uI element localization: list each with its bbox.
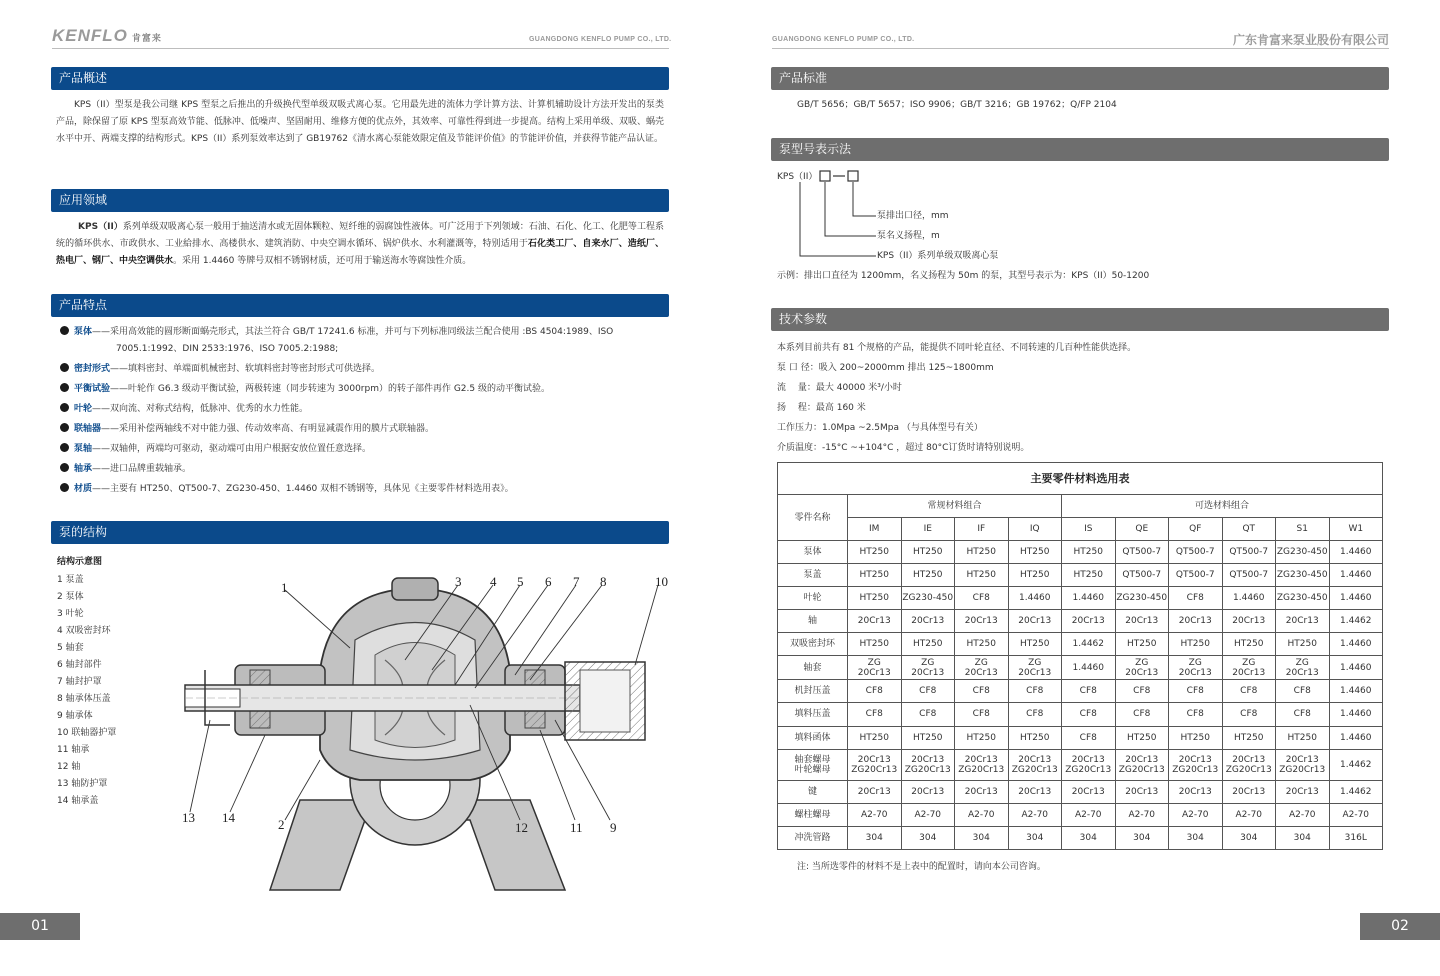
table-row [778, 564, 1383, 587]
part-name-cell: 机封压盖 [778, 680, 848, 703]
material-cell: 20Cr13 [848, 780, 902, 803]
material-cell: 20Cr13 [848, 610, 902, 633]
table-row [778, 703, 1383, 726]
bullet-icon [60, 363, 69, 372]
material-cell: 304 [1276, 826, 1330, 849]
material-cell: A2-70 [955, 803, 1009, 826]
material-cell: 1.4460 [1329, 656, 1383, 680]
feature-text: ——双轴伸，两端均可驱动，驱动端可由用户根据安放位置任意选择。 [92, 444, 372, 454]
model-prefix: KPS（II） [777, 172, 818, 182]
model-box-head [820, 171, 830, 181]
material-cell: 20Cr13 ZG20Cr13 [1008, 749, 1062, 780]
material-cell: HT250 [1169, 726, 1223, 749]
material-cell: CF8 [848, 703, 902, 726]
part-list-item: 1 泵盖 [57, 575, 84, 585]
company-logo: KENFLO 肯富来 [52, 26, 162, 45]
material-cell: 20Cr13 [1008, 610, 1062, 633]
material-cell: HT250 [1008, 726, 1062, 749]
table-row [778, 587, 1383, 610]
bullet-icon [60, 443, 69, 452]
bullet-icon [60, 326, 69, 335]
material-cell: 20Cr13 [1222, 610, 1276, 633]
column-header: IQ [1008, 518, 1062, 541]
material-cell: HT250 [1169, 633, 1223, 656]
material-cell: A2-70 [848, 803, 902, 826]
column-header-row [778, 518, 1383, 541]
material-cell: HT250 [848, 587, 902, 610]
material-cell: CF8 [1276, 703, 1330, 726]
material-cell: 1.4460 [1329, 587, 1383, 610]
overview-text: KPS（II）型泵是我公司继 KPS 型泵之后推出的升级换代型单级双吸式离心泵。它用最先进的流体力学计算方法、计算机辅助设计方法开发出的泵类产品，除保留了原 KPS 型泵高效节能、低脉冲、低噪声、坚固耐用、维修方便的优点外，其效率、可靠性得到进一步提高。结构上采用单级、双吸、蜗壳水平中开、两端支撑的结构形式。KPS（II）系列泵效率达到了 GB19762《清水离心泵能效限定值及节能评价值》的节能评价值，并获得节能产品认证。 [56, 100, 664, 144]
material-cell: CF8 [1169, 587, 1223, 610]
feature-item [60, 421, 434, 438]
materials-table [777, 462, 1383, 850]
material-cell: 20Cr13 [955, 780, 1009, 803]
material-cell: 1.4460 [1062, 587, 1116, 610]
part-list-item: 5 轴套 [57, 643, 84, 653]
material-cell: HT250 [901, 541, 955, 564]
column-header: QT [1222, 518, 1276, 541]
material-cell: CF8 [955, 703, 1009, 726]
table-row [778, 680, 1383, 703]
material-cell: HT250 [955, 726, 1009, 749]
column-header: W1 [1329, 518, 1383, 541]
company-name-en-right: GUANGDONG KENFLO PUMP CO., LTD. [772, 36, 915, 43]
feature-item [60, 324, 613, 358]
material-cell: 20Cr13 [901, 780, 955, 803]
material-cell: CF8 [1062, 680, 1116, 703]
material-cell: HT250 [1276, 726, 1330, 749]
tech-line: 本系列目前共有 81 个规格的产品，能提供不同叶轮直径、不同转速的几百种性能供选择。 [777, 343, 1137, 353]
table-title: 主要零件材料选用表 [778, 463, 1383, 495]
part-name-header: 零件名称 [778, 495, 848, 541]
model-line-series: KPS（II）系列单级双吸离心泵 [877, 251, 999, 261]
tech-line: 工作压力：1.0Mpa ~2.5Mpa （与具体型号有关） [777, 423, 983, 433]
material-cell: 304 [848, 826, 902, 849]
material-cell: CF8 [901, 703, 955, 726]
part-list-item: 3 叶轮 [57, 609, 84, 619]
material-cell: 1.4462 [1062, 633, 1116, 656]
material-cell: 20Cr13 ZG20Cr13 [848, 749, 902, 780]
material-cell: HT250 [1062, 541, 1116, 564]
material-cell: HT250 [1115, 633, 1169, 656]
material-cell: 304 [1062, 826, 1116, 849]
material-cell: CF8 [1062, 703, 1116, 726]
application-text: KPS（II）系列单级双吸离心泵一般用于抽送清水或无固体颗粒、短纤维的弱腐蚀性液体。可广泛用于下列领域：石油、石化、化工、化肥等工程系统的循环供水、市政供水、工业給排水、高楼供水、建筑消防、中央空调水循环、锅炉供水、水利灌溉等，特别适用于石化类工厂、自来水厂、造纸厂、热电厂、钢厂、中央空调供水。采用 1.4460 等牌号双相不锈钢材质，还可用于输送海水等腐蚀性介质。 [56, 222, 664, 266]
bullet-icon [60, 383, 69, 392]
material-cell: HT250 [1276, 633, 1330, 656]
vent-nozzle [392, 578, 438, 600]
part-list-item: 7 轴封护罩 [57, 677, 102, 687]
feature-item [60, 461, 191, 478]
material-cell: A2-70 [1169, 803, 1223, 826]
material-cell: ZG 20Cr13 [1115, 656, 1169, 680]
material-cell: 20Cr13 [1276, 610, 1330, 633]
material-cell: ZG 20Cr13 [1008, 656, 1062, 680]
material-cell: 1.4460 [1329, 564, 1383, 587]
material-cell: 20Cr13 [1062, 610, 1116, 633]
material-cell: HT250 [848, 633, 902, 656]
material-cell: 20Cr13 ZG20Cr13 [1169, 749, 1223, 780]
material-cell: HT250 [848, 564, 902, 587]
section-title-tech: 技术参数 [771, 308, 1389, 331]
material-cell: QT500-7 [1222, 541, 1276, 564]
header-rule [52, 48, 669, 49]
part-list-item: 11 轴承 [57, 745, 90, 755]
material-cell: 1.4460 [1329, 680, 1383, 703]
material-cell: 1.4460 [1008, 587, 1062, 610]
material-cell: CF8 [1169, 680, 1223, 703]
material-cell: 1.4460 [1062, 656, 1116, 680]
material-cell: A2-70 [1115, 803, 1169, 826]
page-number-right: 02 [1360, 913, 1440, 940]
material-cell: CF8 [1222, 680, 1276, 703]
material-cell: ZG230-450 [901, 587, 955, 610]
material-cell: HT250 [1008, 564, 1062, 587]
material-cell: 304 [1115, 826, 1169, 849]
feature-item [60, 481, 514, 498]
table-row [778, 780, 1383, 803]
bullet-icon [60, 423, 69, 432]
material-cell: 1.4460 [1329, 703, 1383, 726]
material-cell: 20Cr13 ZG20Cr13 [1062, 749, 1116, 780]
table-row [778, 749, 1383, 780]
material-cell: ZG 20Cr13 [1222, 656, 1276, 680]
material-cell: 20Cr13 ZG20Cr13 [1115, 749, 1169, 780]
diagram-callout-number: 5 [517, 574, 524, 589]
material-cell: CF8 [848, 680, 902, 703]
diagram-callout-number: 7 [573, 574, 580, 589]
feature-text: ——填料密封、单端面机械密封、软填料密封等密封形式可供选择。 [110, 364, 381, 374]
material-cell: HT250 [848, 541, 902, 564]
part-list-item: 12 轴 [57, 762, 81, 772]
material-cell: HT250 [901, 726, 955, 749]
part-name-cell: 双吸密封环 [778, 633, 848, 656]
material-cell: A2-70 [1276, 803, 1330, 826]
material-cell: A2-70 [1222, 803, 1276, 826]
material-cell: 20Cr13 ZG20Cr13 [1222, 749, 1276, 780]
column-header: IE [901, 518, 955, 541]
material-cell: A2-70 [1062, 803, 1116, 826]
feature-key: 联轴器 [74, 424, 102, 434]
feature-text: ——采用补偿两轴线不对中能力强、传动效率高、有明显减震作用的膜片式联轴器。 [101, 424, 435, 434]
feature-key: 轴承 [74, 464, 93, 474]
column-header: IM [848, 518, 902, 541]
material-cell: 1.4460 [1329, 726, 1383, 749]
part-name-cell: 冲洗管路 [778, 826, 848, 849]
material-cell: 20Cr13 [1115, 780, 1169, 803]
material-cell: HT250 [955, 564, 1009, 587]
material-cell: CF8 [955, 587, 1009, 610]
feature-key: 材质 [74, 484, 93, 494]
feature-key: 平衡试验 [74, 384, 111, 394]
tech-line: 泵 口 径：吸入 200~2000mm 排出 125~1800mm [777, 363, 994, 373]
material-cell: 1.4460 [1329, 633, 1383, 656]
feature-item [60, 401, 308, 418]
material-cell: 304 [1169, 826, 1223, 849]
diagram-callout-number: 8 [600, 574, 607, 589]
parts-list [57, 572, 116, 810]
material-cell: 20Cr13 [901, 610, 955, 633]
feature-item [60, 441, 371, 458]
material-cell: CF8 [1008, 703, 1062, 726]
part-list-item: 8 轴承体压盖 [57, 694, 111, 704]
model-example: 示例：排出口直径为 1200mm，名义扬程为 50m 的泵，其型号表示为：KPS（II）50-1200 [777, 271, 1150, 281]
material-cell: ZG230-450 [1276, 564, 1330, 587]
part-list-item: 4 双吸密封环 [57, 626, 111, 636]
material-cell: QT500-7 [1115, 564, 1169, 587]
material-cell: A2-70 [1329, 803, 1383, 826]
material-cell: 20Cr13 ZG20Cr13 [955, 749, 1009, 780]
material-cell: CF8 [1276, 680, 1330, 703]
material-cell: HT250 [1062, 564, 1116, 587]
section-title-overview: 产品概述 [51, 67, 669, 90]
feature-text: ——进口品牌重载轴承。 [92, 464, 192, 474]
feature-key: 泵体 [74, 327, 93, 337]
section-title-features: 产品特点 [51, 294, 669, 317]
section-title-structure: 泵的结构 [51, 521, 669, 544]
material-cell: 20Cr13 [1276, 780, 1330, 803]
diagram-callout-number: 14 [222, 810, 235, 825]
material-cell: 304 [1222, 826, 1276, 849]
material-cell: CF8 [1062, 726, 1116, 749]
material-cell: QT500-7 [1169, 541, 1223, 564]
model-line-diameter: 泵排出口径，mm [877, 211, 949, 221]
material-cell: HT250 [1222, 633, 1276, 656]
material-cell: A2-70 [1008, 803, 1062, 826]
material-cell: CF8 [901, 680, 955, 703]
part-name-cell: 叶轮 [778, 587, 848, 610]
group-optional-header: 可选材料组合 [1062, 495, 1383, 518]
diagram-callout-number: 2 [278, 817, 285, 832]
table-row [778, 726, 1383, 749]
model-box-diameter [848, 171, 858, 181]
material-cell: 1.4462 [1329, 749, 1383, 780]
material-cell: 20Cr13 ZG20Cr13 [901, 749, 955, 780]
material-cell: HT250 [1222, 726, 1276, 749]
standards-text: GB/T 5656；GB/T 5657；ISO 9906；GB/T 3216；GB 19762；Q/FP 2104 [797, 100, 1117, 110]
material-cell: 20Cr13 ZG20Cr13 [1276, 749, 1330, 780]
material-cell: 1.4462 [1329, 780, 1383, 803]
material-cell: ZG 20Cr13 [1169, 656, 1223, 680]
part-name-cell: 轴套螺母 叶轮螺母 [778, 749, 848, 780]
part-name-cell: 键 [778, 780, 848, 803]
material-cell: CF8 [1115, 703, 1169, 726]
material-cell: 20Cr13 [1115, 610, 1169, 633]
material-cell: CF8 [1115, 680, 1169, 703]
material-cell: QT500-7 [1115, 541, 1169, 564]
material-cell: HT250 [1008, 633, 1062, 656]
section-title-application: 应用领域 [51, 189, 669, 212]
column-header: QF [1169, 518, 1223, 541]
diagram-callout-number: 4 [490, 574, 497, 589]
table-row [778, 826, 1383, 849]
material-cell: HT250 [1008, 541, 1062, 564]
material-cell: CF8 [1222, 703, 1276, 726]
diagram-callout-number: 11 [570, 820, 583, 835]
diagram-callout-number: 3 [455, 574, 462, 589]
material-cell: HT250 [901, 564, 955, 587]
material-cell: ZG 20Cr13 [955, 656, 1009, 680]
material-cell: HT250 [901, 633, 955, 656]
bullet-icon [60, 463, 69, 472]
feature-item [60, 361, 380, 378]
table-note: 注: 当所选零件的材料不是上表中的配置时，请向本公司咨询。 [797, 862, 1046, 872]
page-number: 01 [0, 913, 80, 940]
diagram-title: 结构示意图 [57, 557, 103, 567]
table-row [778, 803, 1383, 826]
table-row [778, 610, 1383, 633]
tech-line: 扬 程：最高 160 米 [777, 403, 866, 413]
bullet-icon [60, 403, 69, 412]
model-line-head: 泵名义扬程，m [877, 231, 940, 241]
part-list-item: 14 轴承盖 [57, 796, 99, 806]
table-row [778, 633, 1383, 656]
feature-text: ——双向流、对称式结构，低脉冲、优秀的水力性能。 [92, 404, 309, 414]
material-cell: ZG230-450 [1276, 587, 1330, 610]
section-title-model: 泵型号表示法 [771, 138, 1389, 161]
material-cell: 20Cr13 [1008, 780, 1062, 803]
material-cell: HT250 [1115, 726, 1169, 749]
material-cell: 1.4460 [1329, 541, 1383, 564]
material-cell: HT250 [848, 726, 902, 749]
feature-key: 密封形式 [74, 364, 111, 374]
material-cell: ZG230-450 [1115, 587, 1169, 610]
material-cell: 1.4460 [1222, 587, 1276, 610]
material-cell: ZG 20Cr13 [848, 656, 902, 680]
material-cell: CF8 [1008, 680, 1062, 703]
table-row [778, 541, 1383, 564]
diagram-callout-number: 9 [610, 820, 617, 835]
material-cell: 304 [901, 826, 955, 849]
part-name-cell: 填料压盖 [778, 703, 848, 726]
header-rule-right [772, 48, 1389, 49]
material-cell: QT500-7 [1169, 564, 1223, 587]
feature-text: ——采用高效能的圆形断面蜗壳形式，其法兰符合 GB/T 17241.6 标准，并可与下列标准同级法兰配合使用 :BS 4504:1989、ISO [92, 327, 614, 337]
tech-line: 介质温度：-15°C ~+104°C ，超过 80°C订货时请特别说明。 [777, 443, 1030, 453]
material-cell: 20Cr13 [1062, 780, 1116, 803]
material-cell: CF8 [1169, 703, 1223, 726]
part-name-cell: 泵盖 [778, 564, 848, 587]
part-list-item: 6 轴封部件 [57, 660, 102, 670]
table-row [778, 656, 1383, 680]
feature-text: ——主要有 HT250、QT500-7、ZG230-450、1.4460 双相不锈钢等，具体见《主要零件材料选用表》。 [92, 484, 514, 494]
material-cell: QT500-7 [1222, 564, 1276, 587]
material-cell: 316L [1329, 826, 1383, 849]
column-header: S1 [1276, 518, 1330, 541]
part-name-cell: 轴套 [778, 656, 848, 680]
diagram-callout-number: 6 [545, 574, 552, 589]
bullet-icon [60, 483, 69, 492]
part-list-item: 2 泵体 [57, 592, 84, 602]
feature-text-continued: 7005.1:1992、DIN 2533:1976、ISO 7005.2:1988; [116, 344, 339, 354]
feature-text: ——叶轮作 G6.3 级动平衡试验，两极转速（同步转速为 3000rpm）的转子部件再作 G2.5 级的动平衡试验。 [110, 384, 550, 394]
material-cell: 304 [955, 826, 1009, 849]
material-cell: 304 [1008, 826, 1062, 849]
pump-cross-section-diagram [170, 570, 680, 900]
material-cell: ZG230-450 [1276, 541, 1330, 564]
part-name-cell: 轴 [778, 610, 848, 633]
material-cell: 20Cr13 [955, 610, 1009, 633]
feature-item [60, 381, 550, 398]
material-cell: 20Cr13 [1169, 610, 1223, 633]
part-list-item: 9 轴承体 [57, 711, 93, 721]
column-header: IF [955, 518, 1009, 541]
part-list-item: 13 轴防护罩 [57, 779, 108, 789]
column-header: QE [1115, 518, 1169, 541]
material-cell: HT250 [955, 633, 1009, 656]
feature-key: 泵轴 [74, 444, 93, 454]
section-title-standards: 产品标准 [771, 67, 1389, 90]
part-name-cell: 泵体 [778, 541, 848, 564]
company-name-cn: 广东肯富来泵业股份有限公司 [1232, 33, 1389, 47]
feature-key: 叶轮 [74, 404, 93, 414]
material-cell: ZG 20Cr13 [901, 656, 955, 680]
diagram-callout-number: 1 [281, 580, 288, 595]
diagram-callout-number: 13 [182, 810, 195, 825]
part-name-cell: 螺柱螺母 [778, 803, 848, 826]
table-body [778, 541, 1383, 850]
material-cell: A2-70 [901, 803, 955, 826]
diagram-callout-number: 10 [655, 574, 668, 589]
material-cell: HT250 [955, 541, 1009, 564]
diagram-callout-number: 12 [515, 820, 528, 835]
tech-line: 流 量：最大 40000 米³/小时 [777, 383, 902, 393]
material-cell: 20Cr13 [1169, 780, 1223, 803]
part-name-cell: 填料函体 [778, 726, 848, 749]
material-cell: 20Cr13 [1222, 780, 1276, 803]
group-standard-header: 常规材料组合 [848, 495, 1062, 518]
material-cell: CF8 [955, 680, 1009, 703]
part-list-item: 10 联轴器护罩 [57, 728, 117, 738]
column-header: IS [1062, 518, 1116, 541]
material-cell: ZG 20Cr13 [1276, 656, 1330, 680]
company-name-en: GUANGDONG KENFLO PUMP CO., LTD. [529, 36, 672, 43]
material-cell: 1.4462 [1329, 610, 1383, 633]
